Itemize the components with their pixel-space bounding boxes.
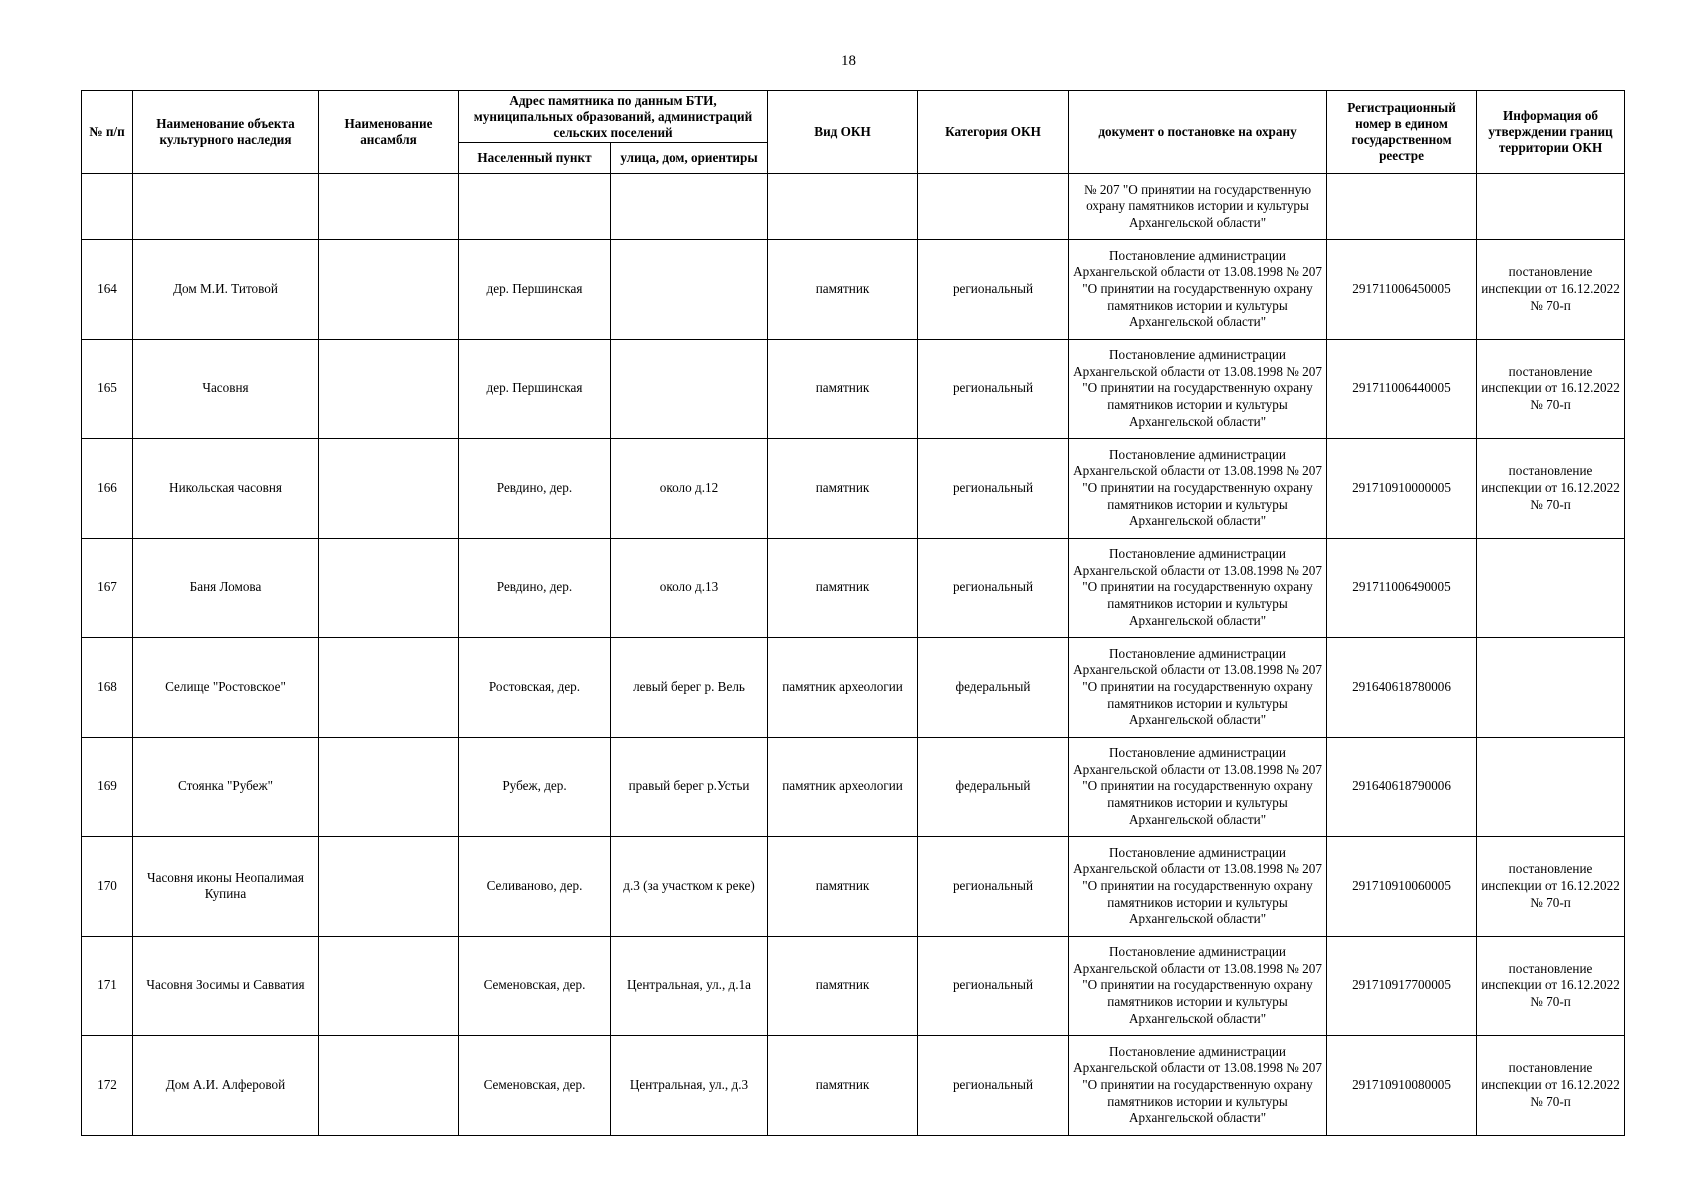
- header-document: документ о постановке на охрану: [1069, 91, 1327, 174]
- cell-settlement: Селиваново, дер.: [459, 837, 611, 937]
- cell-document: Постановление администрации Архангельской области от 13.08.1998 № 207 "О принятии на государственную охрану памятников истории и культуры Архангельской области": [1069, 638, 1327, 738]
- cell-ensemble: [319, 439, 459, 539]
- header-category: Категория ОКН: [918, 91, 1069, 174]
- table-row: [82, 538, 1625, 638]
- cell-boundaries: постановление инспекции от 16.12.2022 № 70-п: [1477, 439, 1625, 539]
- cell-name: Никольская часовня: [133, 439, 319, 539]
- cell-boundaries: постановление инспекции от 16.12.2022 № 70-п: [1477, 837, 1625, 937]
- cell-name: Часовня: [133, 339, 319, 439]
- cell-name: Часовня Зосимы и Савватия: [133, 936, 319, 1036]
- cell-name: Баня Ломова: [133, 538, 319, 638]
- cell-ensemble: [319, 936, 459, 1036]
- cell-boundaries: постановление инспекции от 16.12.2022 № 70-п: [1477, 339, 1625, 439]
- header-settlement: Населенный пункт: [459, 143, 611, 174]
- cell-document: № 207 "О принятии на государственную охрану памятников истории и культуры Архангельской области": [1069, 174, 1327, 240]
- cell-boundaries: [1477, 737, 1625, 837]
- cell-settlement: Семеновская, дер.: [459, 1036, 611, 1136]
- cell-document: Постановление администрации Архангельской области от 13.08.1998 № 207 "О принятии на государственную охрану памятников истории и культуры Архангельской области": [1069, 240, 1327, 340]
- cell-ensemble: [319, 638, 459, 738]
- table-row: [82, 638, 1625, 738]
- cell-reg-number: 291710910060005: [1327, 837, 1477, 937]
- cell-settlement: дер. Першинская: [459, 339, 611, 439]
- cell-name: Стоянка "Рубеж": [133, 737, 319, 837]
- continuation-row: [82, 174, 1625, 240]
- cell-name: Дом М.И. Титовой: [133, 240, 319, 340]
- cell-document: Постановление администрации Архангельской области от 13.08.1998 № 207 "О принятии на государственную охрану памятников истории и культуры Архангельской области": [1069, 837, 1327, 937]
- cell-type: памятник: [768, 240, 918, 340]
- cell-boundaries: [1477, 174, 1625, 240]
- cell-type: памятник археологии: [768, 737, 918, 837]
- cell-settlement: Ревдино, дер.: [459, 439, 611, 539]
- cell-name: [133, 174, 319, 240]
- cell-reg-number: 291710917700005: [1327, 936, 1477, 1036]
- heritage-registry-table: [81, 90, 1625, 1136]
- page-number: 18: [841, 53, 856, 69]
- cell-boundaries: постановление инспекции от 16.12.2022 № 70-п: [1477, 240, 1625, 340]
- cell-ensemble: [319, 837, 459, 937]
- table-row: [82, 737, 1625, 837]
- cell-num: 171: [82, 936, 133, 1036]
- cell-num: 165: [82, 339, 133, 439]
- cell-category: региональный: [918, 936, 1069, 1036]
- cell-name: Часовня иконы Неопалимая Купина: [133, 837, 319, 937]
- cell-street: Центральная, ул., д.3: [611, 1036, 768, 1136]
- cell-type: памятник: [768, 439, 918, 539]
- cell-type: [768, 174, 918, 240]
- header-street: улица, дом, ориентиры: [611, 143, 768, 174]
- cell-settlement: [459, 174, 611, 240]
- cell-category: региональный: [918, 837, 1069, 937]
- cell-settlement: Ростовская, дер.: [459, 638, 611, 738]
- header-name: Наименование объекта культурного наследия: [133, 91, 319, 174]
- cell-document: Постановление администрации Архангельской области от 13.08.1998 № 207 "О принятии на государственную охрану памятников истории и культуры Архангельской области": [1069, 936, 1327, 1036]
- header-type: Вид ОКН: [768, 91, 918, 174]
- cell-reg-number: [1327, 174, 1477, 240]
- cell-settlement: Рубеж, дер.: [459, 737, 611, 837]
- cell-type: памятник: [768, 936, 918, 1036]
- cell-num: [82, 174, 133, 240]
- cell-street: [611, 339, 768, 439]
- cell-document: Постановление администрации Архангельской области от 13.08.1998 № 207 "О принятии на государственную охрану памятников истории и культуры Архангельской области": [1069, 538, 1327, 638]
- cell-boundaries: [1477, 538, 1625, 638]
- cell-street: [611, 174, 768, 240]
- cell-category: региональный: [918, 538, 1069, 638]
- header-address-group: Адрес памятника по данным БТИ, муниципальных образований, администраций сельских поселений: [459, 91, 768, 143]
- header-row: [82, 91, 1625, 143]
- cell-street: [611, 240, 768, 340]
- cell-reg-number: 291711006490005: [1327, 538, 1477, 638]
- cell-document: Постановление администрации Архангельской области от 13.08.1998 № 207 "О принятии на государственную охрану памятников истории и культуры Архангельской области": [1069, 737, 1327, 837]
- cell-type: памятник: [768, 538, 918, 638]
- table-row: [82, 240, 1625, 340]
- cell-reg-number: 291640618780006: [1327, 638, 1477, 738]
- header-reg-number: Регистрационный номер в едином государственном реестре: [1327, 91, 1477, 174]
- cell-street: Центральная, ул., д.1а: [611, 936, 768, 1036]
- cell-street: правый берег р.Устьи: [611, 737, 768, 837]
- cell-type: памятник археологии: [768, 638, 918, 738]
- cell-reg-number: 291711006450005: [1327, 240, 1477, 340]
- cell-ensemble: [319, 240, 459, 340]
- cell-num: 164: [82, 240, 133, 340]
- cell-reg-number: 291710910080005: [1327, 1036, 1477, 1136]
- cell-ensemble: [319, 339, 459, 439]
- header-boundaries: Информация об утверждении границ территории ОКН: [1477, 91, 1625, 174]
- cell-boundaries: постановление инспекции от 16.12.2022 № 70-п: [1477, 1036, 1625, 1136]
- header-num: № п/п: [82, 91, 133, 174]
- cell-num: 172: [82, 1036, 133, 1136]
- cell-type: памятник: [768, 837, 918, 937]
- cell-settlement: Ревдино, дер.: [459, 538, 611, 638]
- cell-street: левый берег р. Вель: [611, 638, 768, 738]
- cell-category: региональный: [918, 240, 1069, 340]
- header-ensemble: Наименование ансамбля: [319, 91, 459, 174]
- cell-num: 170: [82, 837, 133, 937]
- cell-reg-number: 291711006440005: [1327, 339, 1477, 439]
- cell-boundaries: постановление инспекции от 16.12.2022 № 70-п: [1477, 936, 1625, 1036]
- cell-document: Постановление администрации Архангельской области от 13.08.1998 № 207 "О принятии на государственную охрану памятников истории и культуры Архангельской области": [1069, 439, 1327, 539]
- cell-ensemble: [319, 538, 459, 638]
- cell-street: около д.13: [611, 538, 768, 638]
- table-row: [82, 339, 1625, 439]
- cell-category: региональный: [918, 1036, 1069, 1136]
- cell-name: Дом А.И. Алферовой: [133, 1036, 319, 1136]
- cell-boundaries: [1477, 638, 1625, 738]
- cell-category: [918, 174, 1069, 240]
- cell-category: федеральный: [918, 638, 1069, 738]
- cell-street: около д.12: [611, 439, 768, 539]
- cell-ensemble: [319, 737, 459, 837]
- table-row: [82, 1036, 1625, 1136]
- cell-num: 166: [82, 439, 133, 539]
- cell-document: Постановление администрации Архангельской области от 13.08.1998 № 207 "О принятии на государственную охрану памятников истории и культуры Архангельской области": [1069, 1036, 1327, 1136]
- cell-category: региональный: [918, 339, 1069, 439]
- cell-num: 168: [82, 638, 133, 738]
- cell-ensemble: [319, 174, 459, 240]
- cell-settlement: Семеновская, дер.: [459, 936, 611, 1036]
- cell-street: д.3 (за участком к реке): [611, 837, 768, 937]
- cell-document: Постановление администрации Архангельской области от 13.08.1998 № 207 "О принятии на государственную охрану памятников истории и культуры Архангельской области": [1069, 339, 1327, 439]
- cell-settlement: дер. Першинская: [459, 240, 611, 340]
- cell-type: памятник: [768, 339, 918, 439]
- cell-category: федеральный: [918, 737, 1069, 837]
- cell-num: 167: [82, 538, 133, 638]
- table-row: [82, 837, 1625, 937]
- table-row: [82, 439, 1625, 539]
- cell-name: Селище "Ростовское": [133, 638, 319, 738]
- cell-reg-number: 291640618790006: [1327, 737, 1477, 837]
- table-row: [82, 936, 1625, 1036]
- cell-ensemble: [319, 1036, 459, 1136]
- cell-num: 169: [82, 737, 133, 837]
- cell-reg-number: 291710910000005: [1327, 439, 1477, 539]
- cell-category: региональный: [918, 439, 1069, 539]
- cell-type: памятник: [768, 1036, 918, 1136]
